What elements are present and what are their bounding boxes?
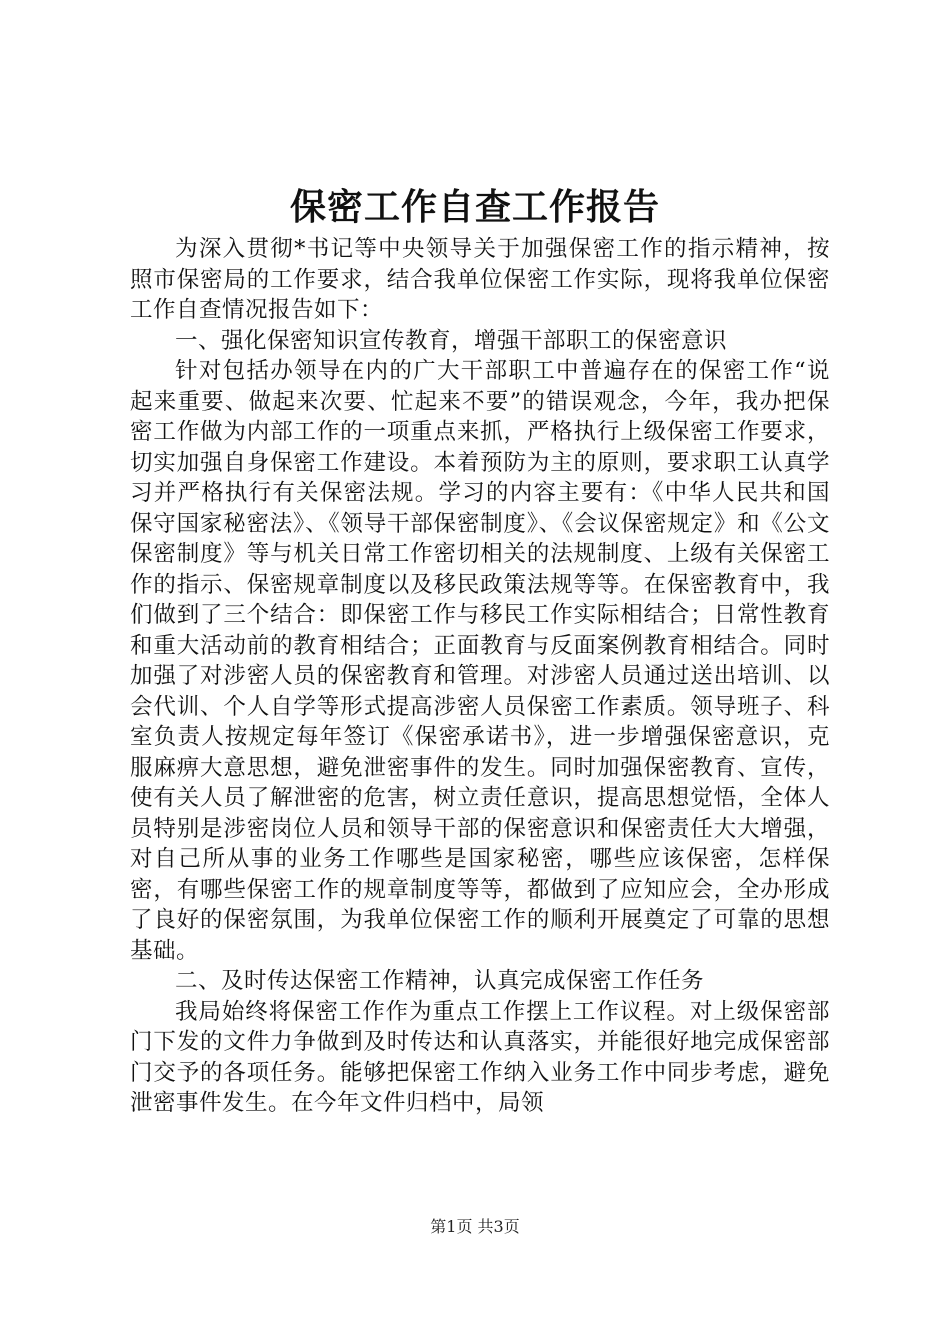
- section-1-paragraph: 针对包括办领导在内的广大干部职工中普遍存在的保密工作“说起来重要、做起来次要、忙起来不要”的错误观念，今年，我办把保密工作做为内部工作的一项重点来抓，严格执行上级保密工作要求，切实加强自身保密工作建设。本着预防为主的原则，要求职工认真学习并严格执行有关保密法规。学习的内容主要有：《中华人民共和国保守国家秘密法》、《领导干部保密制度》、《会议保密规定》和《公文保密制度》等与机关日常工作密切相关的法规制度、上级有关保密工作的指示、保密规章制度以及移民政策法规等等。在保密教育中，我们做到了三个结合：即保密工作与移民工作实际相结合；日常性教育和重大活动前的教育相结合；正面教育与反面案例教育相结合。同时加强了对涉密人员的保密教育和管理。对涉密人员通过送出培训、以会代训、个人自学等形式提高涉密人员保密工作素质。领导班子、科室负责人按规定每年签订《保密承诺书》，进一步增强保密意识，克服麻痹大意思想，避免泄密事件的发生。同时加强保密教育、宣传，使有关人员了解泄密的危害，树立责任意识，提高思想觉悟，全体人员特别是涉密岗位人员和领导干部的保密意识和保密责任大大增强，对自己所从事的业务工作哪些是国家秘密，哪些应该保密，怎样保密，有哪些保密工作的规章制度等等，都做到了应知应会，全办形成了良好的保密氛围，为我单位保密工作的顺利开展奠定了可靠的思想基础。: [130, 358, 830, 964]
- page-footer: 第1页 共3页: [430, 1217, 520, 1236]
- document-body: [130, 234, 830, 1119]
- section-heading-1: 一、强化保密知识宣传教育，增强干部职工的保密意识: [175, 327, 728, 354]
- document-title: 保密工作自查工作报告: [289, 187, 660, 228]
- section-2-paragraph: 我局始终将保密工作作为重点工作摆上工作议程。对上级保密部门下发的文件力争做到及时传达和认真落实，并能很好地完成保密部门交予的各项任务。能够把保密工作纳入业务工作中同步考虑，避免泄密事件发生。在今年文件归档中，局领: [130, 998, 830, 1116]
- intro-paragraph: 为深入贯彻*书记等中央领导关于加强保密工作的指示精神，按照市保密局的工作要求，结合我单位保密工作实际，现将我单位保密工作自查情况报告如下：: [130, 236, 830, 323]
- section-heading-2: 二、及时传达保密工作精神，认真完成保密工作任务: [175, 968, 705, 994]
